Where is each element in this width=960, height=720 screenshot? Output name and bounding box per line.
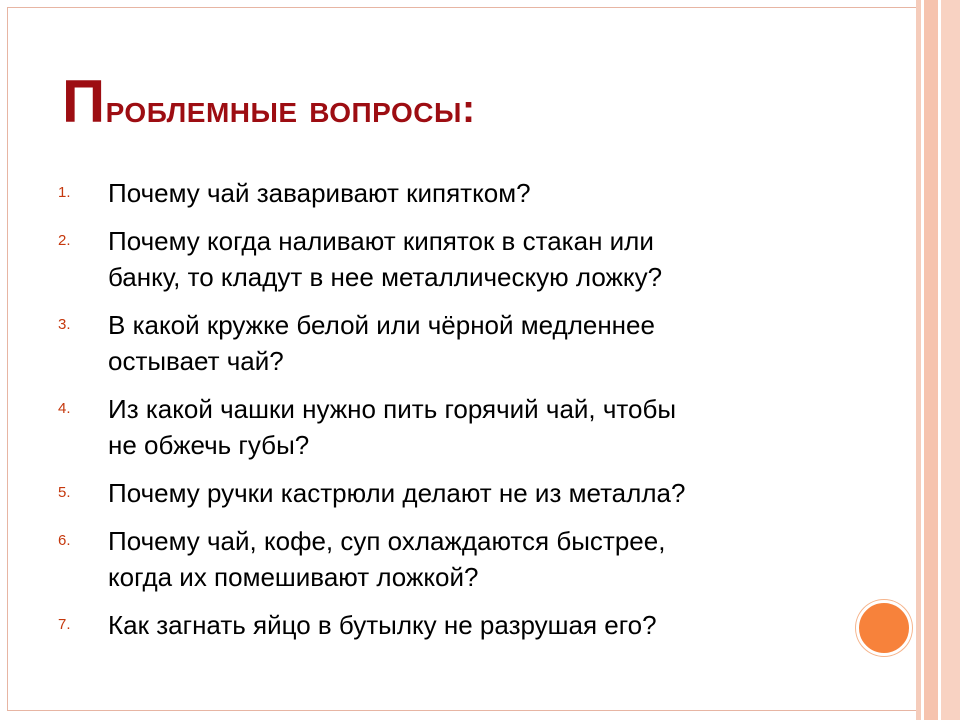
question-item — [58, 391, 818, 463]
questions-list — [58, 175, 818, 655]
question-number: 5. — [58, 484, 71, 501]
question-text: Как загнать яйцо в бутылку не разрушая его? — [108, 610, 657, 640]
question-number: 6. — [58, 532, 71, 549]
question-text: Из какой чашки нужно пить горячий чай, чтобы не обжечь губы? — [108, 394, 677, 460]
slide-title-initial: П — [62, 68, 106, 135]
orange-circle-ornament-icon — [856, 600, 912, 656]
question-number: 3. — [58, 316, 71, 333]
question-item — [58, 175, 818, 211]
question-text: Почему чай заваривают кипятком? — [108, 178, 531, 208]
question-item — [58, 307, 818, 379]
question-text: Почему чай, кофе, суп охлаждаются быстрее, когда их помешивают ложкой? — [108, 526, 666, 592]
question-number: 2. — [58, 232, 71, 249]
slide-title — [62, 68, 476, 135]
question-item — [58, 223, 818, 295]
question-item — [58, 523, 818, 595]
question-item — [58, 475, 818, 511]
stripe — [941, 0, 960, 720]
stripe — [924, 0, 938, 720]
decorative-stripes — [916, 0, 960, 720]
question-number: 1. — [58, 184, 71, 201]
question-number: 4. — [58, 400, 71, 417]
question-text: Почему когда наливают кипяток в стакан или банку, то кладут в нее металлическую ложку? — [108, 226, 663, 292]
question-text: В какой кружке белой или чёрной медленнее остывает чай? — [108, 310, 655, 376]
question-number: 7. — [58, 616, 71, 633]
question-item — [58, 607, 818, 643]
slide-title-rest: роблемные вопросы: — [105, 87, 476, 131]
question-text: Почему ручки кастрюли делают не из металла? — [108, 478, 686, 508]
